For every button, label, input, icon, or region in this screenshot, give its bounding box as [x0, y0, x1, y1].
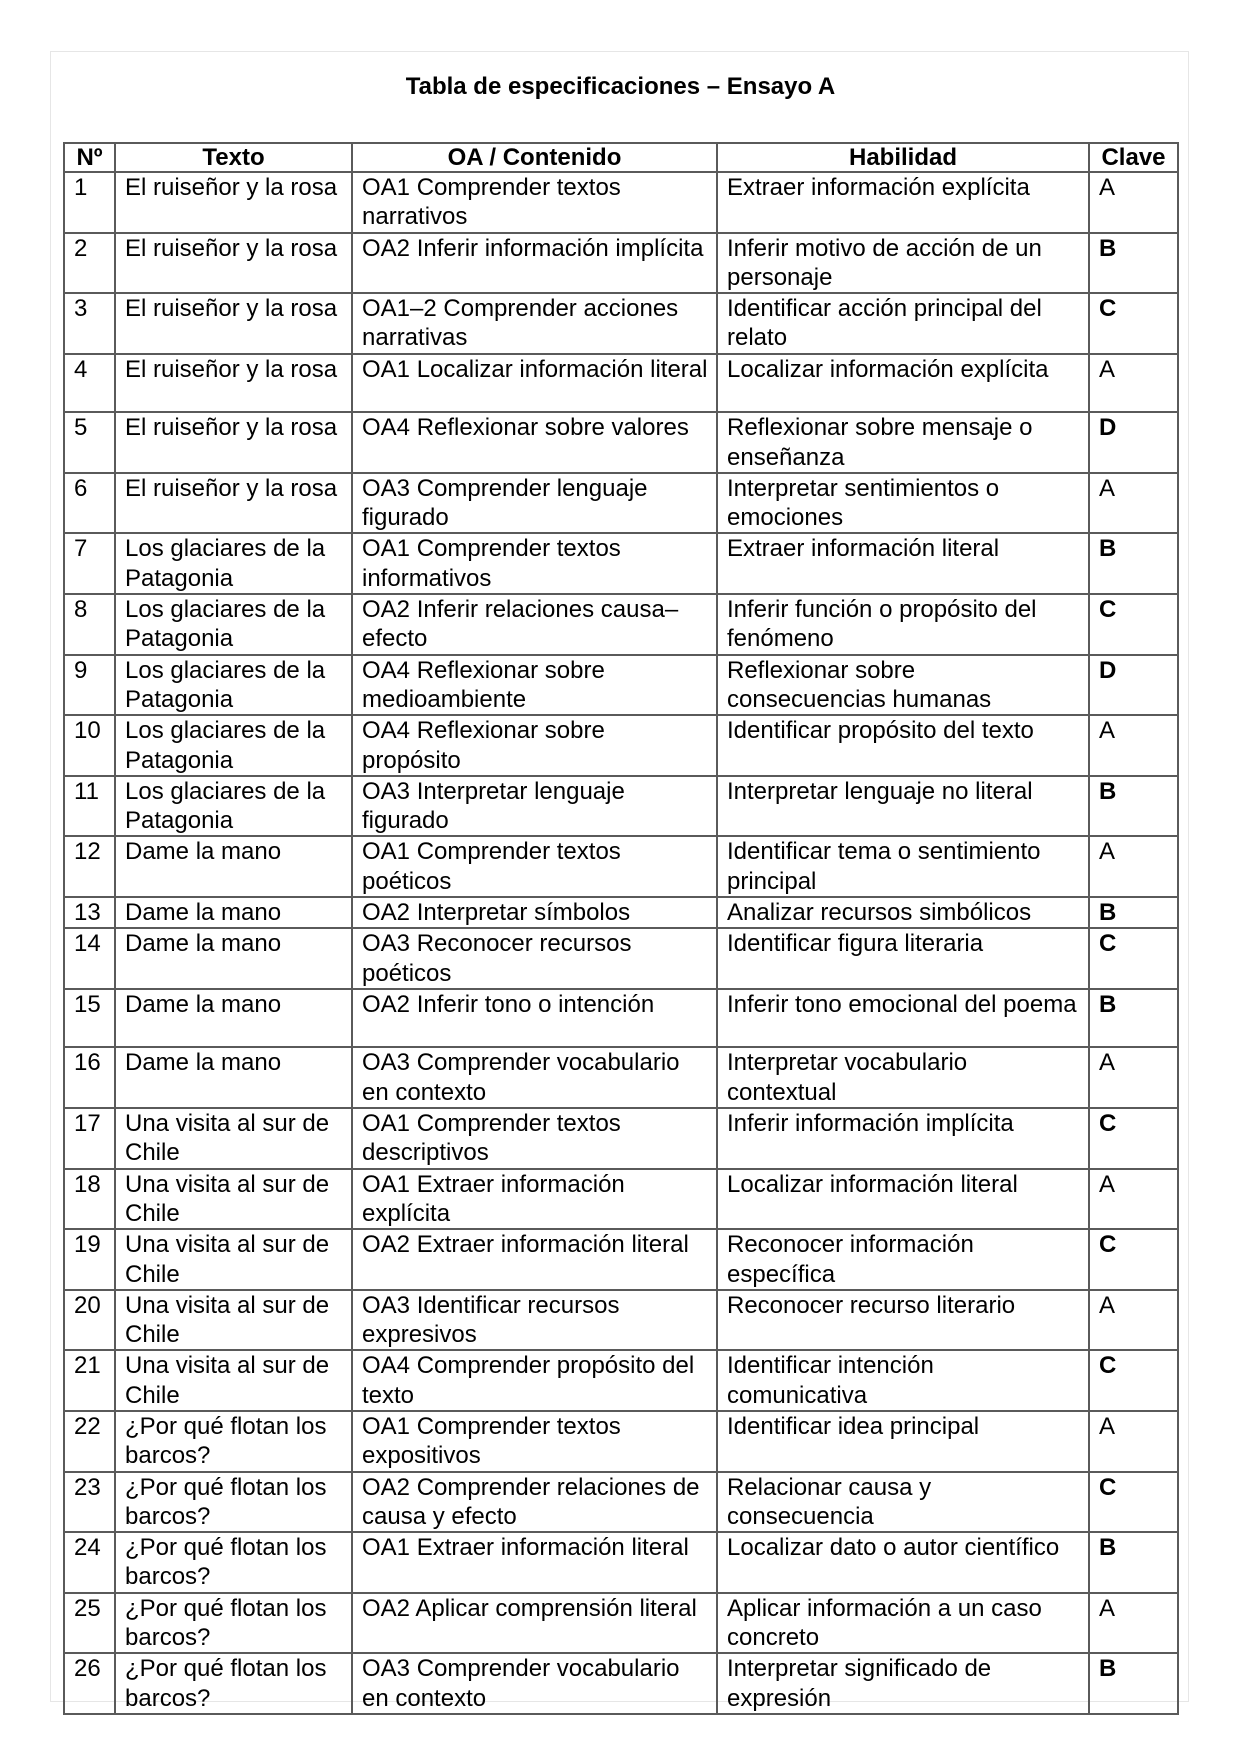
row-habilidad: Identificar propósito del texto: [717, 715, 1089, 776]
specifications-table: [63, 142, 1179, 1715]
row-texto: ¿Por qué flotan los barcos?: [115, 1472, 352, 1533]
document-title: Tabla de especificaciones – Ensayo A: [405, 73, 836, 100]
row-oa-contenido: OA2 Inferir relaciones causa–efecto: [352, 594, 717, 655]
row-number: 12: [64, 836, 115, 897]
table-row: [64, 233, 1178, 294]
row-clave: A: [1089, 1169, 1178, 1230]
table-row: [64, 172, 1178, 233]
table-row: [64, 1290, 1178, 1351]
row-habilidad: Identificar acción principal del relato: [717, 293, 1089, 354]
row-clave: A: [1089, 1047, 1178, 1108]
row-clave: B: [1089, 989, 1178, 1048]
row-habilidad: Interpretar lenguaje no literal: [717, 776, 1089, 837]
row-texto: El ruiseñor y la rosa: [115, 233, 352, 294]
row-texto: El ruiseñor y la rosa: [115, 412, 352, 473]
row-oa-contenido: OA1 Comprender textos narrativos: [352, 172, 717, 233]
table-row: [64, 1350, 1178, 1411]
row-oa-contenido: OA3 Comprender lenguaje figurado: [352, 473, 717, 534]
row-oa-contenido: OA3 Comprender vocabulario en contexto: [352, 1653, 717, 1714]
row-texto: ¿Por qué flotan los barcos?: [115, 1593, 352, 1654]
row-oa-contenido: OA3 Reconocer recursos poéticos: [352, 928, 717, 989]
row-clave: C: [1089, 1472, 1178, 1533]
row-oa-contenido: OA2 Inferir información implícita: [352, 233, 717, 294]
row-number: 14: [64, 928, 115, 989]
row-clave: C: [1089, 1350, 1178, 1411]
row-texto: Una visita al sur de Chile: [115, 1108, 352, 1169]
table-row: [64, 1411, 1178, 1472]
table-row: [64, 594, 1178, 655]
row-oa-contenido: OA1 Comprender textos descriptivos: [352, 1108, 717, 1169]
row-number: 19: [64, 1229, 115, 1290]
row-habilidad: Inferir función o propósito del fenómeno: [717, 594, 1089, 655]
row-number: 24: [64, 1532, 115, 1593]
row-number: 9: [64, 655, 115, 716]
row-oa-contenido: OA4 Reflexionar sobre valores: [352, 412, 717, 473]
row-texto: Los glaciares de la Patagonia: [115, 594, 352, 655]
row-number: 10: [64, 715, 115, 776]
row-clave: C: [1089, 928, 1178, 989]
row-habilidad: Reconocer información específica: [717, 1229, 1089, 1290]
table-header-row: [64, 143, 1178, 172]
row-oa-contenido: OA3 Identificar recursos expresivos: [352, 1290, 717, 1351]
row-habilidad: Aplicar información a un caso concreto: [717, 1593, 1089, 1654]
row-clave: A: [1089, 1290, 1178, 1351]
row-clave: C: [1089, 293, 1178, 354]
row-habilidad: Reflexionar sobre mensaje o enseñanza: [717, 412, 1089, 473]
header-numero: Nº: [64, 143, 115, 172]
row-oa-contenido: OA1 Extraer información literal: [352, 1532, 717, 1593]
row-habilidad: Analizar recursos simbólicos: [717, 897, 1089, 928]
row-habilidad: Interpretar significado de expresión: [717, 1653, 1089, 1714]
row-number: 8: [64, 594, 115, 655]
table-row: [64, 655, 1178, 716]
row-oa-contenido: OA1 Comprender textos expositivos: [352, 1411, 717, 1472]
row-number: 3: [64, 293, 115, 354]
table-row: [64, 836, 1178, 897]
row-habilidad: Inferir información implícita: [717, 1108, 1089, 1169]
table-row: [64, 715, 1178, 776]
row-texto: El ruiseñor y la rosa: [115, 473, 352, 534]
row-habilidad: Inferir motivo de acción de un personaje: [717, 233, 1089, 294]
row-habilidad: Identificar idea principal: [717, 1411, 1089, 1472]
row-habilidad: Extraer información explícita: [717, 172, 1089, 233]
row-clave: B: [1089, 897, 1178, 928]
row-clave: B: [1089, 233, 1178, 294]
row-texto: Dame la mano: [115, 897, 352, 928]
row-texto: Una visita al sur de Chile: [115, 1290, 352, 1351]
row-number: 17: [64, 1108, 115, 1169]
row-number: 5: [64, 412, 115, 473]
table-row: [64, 1229, 1178, 1290]
row-oa-contenido: OA2 Inferir tono o intención: [352, 989, 717, 1048]
row-oa-contenido: OA4 Reflexionar sobre propósito: [352, 715, 717, 776]
table-row: [64, 928, 1178, 989]
row-number: 25: [64, 1593, 115, 1654]
table-row: [64, 989, 1178, 1048]
row-habilidad: Localizar información literal: [717, 1169, 1089, 1230]
row-clave: C: [1089, 594, 1178, 655]
row-number: 11: [64, 776, 115, 837]
row-habilidad: Inferir tono emocional del poema: [717, 989, 1089, 1048]
row-oa-contenido: OA4 Comprender propósito del texto: [352, 1350, 717, 1411]
row-clave: C: [1089, 1108, 1178, 1169]
row-clave: A: [1089, 715, 1178, 776]
row-clave: B: [1089, 1532, 1178, 1593]
table-row: [64, 1108, 1178, 1169]
row-texto: Los glaciares de la Patagonia: [115, 715, 352, 776]
row-clave: A: [1089, 354, 1178, 413]
table-row: [64, 1593, 1178, 1654]
row-texto: Dame la mano: [115, 836, 352, 897]
row-number: 7: [64, 533, 115, 594]
row-habilidad: Identificar tema o sentimiento principal: [717, 836, 1089, 897]
table-row: [64, 1169, 1178, 1230]
row-oa-contenido: OA2 Extraer información literal: [352, 1229, 717, 1290]
row-habilidad: Interpretar sentimientos o emociones: [717, 473, 1089, 534]
row-texto: El ruiseñor y la rosa: [115, 354, 352, 413]
row-habilidad: Relacionar causa y consecuencia: [717, 1472, 1089, 1533]
row-clave: A: [1089, 836, 1178, 897]
row-clave: D: [1089, 412, 1178, 473]
row-oa-contenido: OA2 Aplicar comprensión literal: [352, 1593, 717, 1654]
row-number: 4: [64, 354, 115, 413]
row-texto: Dame la mano: [115, 989, 352, 1048]
row-oa-contenido: OA1 Comprender textos poéticos: [352, 836, 717, 897]
row-habilidad: Localizar dato o autor científico: [717, 1532, 1089, 1593]
row-oa-contenido: OA1 Comprender textos informativos: [352, 533, 717, 594]
row-oa-contenido: OA1 Extraer información explícita: [352, 1169, 717, 1230]
row-number: 23: [64, 1472, 115, 1533]
header-texto: Texto: [115, 143, 352, 172]
row-number: 15: [64, 989, 115, 1048]
row-number: 2: [64, 233, 115, 294]
table-row: [64, 1532, 1178, 1593]
row-number: 26: [64, 1653, 115, 1714]
row-habilidad: Identificar intención comunicativa: [717, 1350, 1089, 1411]
header-clave: Clave: [1089, 143, 1178, 172]
row-clave: B: [1089, 533, 1178, 594]
row-oa-contenido: OA4 Reflexionar sobre medioambiente: [352, 655, 717, 716]
row-number: 6: [64, 473, 115, 534]
row-clave: B: [1089, 1653, 1178, 1714]
row-texto: ¿Por qué flotan los barcos?: [115, 1532, 352, 1593]
row-texto: Dame la mano: [115, 928, 352, 989]
header-oa-contenido: OA / Contenido: [352, 143, 717, 172]
header-habilidad: Habilidad: [717, 143, 1089, 172]
table-body: [64, 172, 1178, 1714]
row-clave: D: [1089, 655, 1178, 716]
row-habilidad: Identificar figura literaria: [717, 928, 1089, 989]
row-clave: A: [1089, 1411, 1178, 1472]
table-row: [64, 293, 1178, 354]
row-habilidad: Reconocer recurso literario: [717, 1290, 1089, 1351]
row-texto: Los glaciares de la Patagonia: [115, 533, 352, 594]
row-number: 16: [64, 1047, 115, 1108]
table-row: [64, 1472, 1178, 1533]
row-number: 18: [64, 1169, 115, 1230]
row-texto: Dame la mano: [115, 1047, 352, 1108]
row-habilidad: Interpretar vocabulario contextual: [717, 1047, 1089, 1108]
row-oa-contenido: OA2 Comprender relaciones de causa y efecto: [352, 1472, 717, 1533]
row-clave: C: [1089, 1229, 1178, 1290]
row-clave: B: [1089, 776, 1178, 837]
row-number: 13: [64, 897, 115, 928]
row-clave: A: [1089, 172, 1178, 233]
row-texto: ¿Por qué flotan los barcos?: [115, 1411, 352, 1472]
row-oa-contenido: OA1 Localizar información literal: [352, 354, 717, 413]
row-habilidad: Reflexionar sobre consecuencias humanas: [717, 655, 1089, 716]
table-row: [64, 897, 1178, 928]
row-texto: ¿Por qué flotan los barcos?: [115, 1653, 352, 1714]
row-texto: Una visita al sur de Chile: [115, 1169, 352, 1230]
row-oa-contenido: OA2 Interpretar símbolos: [352, 897, 717, 928]
table-row: [64, 533, 1178, 594]
row-habilidad: Extraer información literal: [717, 533, 1089, 594]
row-habilidad: Localizar información explícita: [717, 354, 1089, 413]
row-texto: Una visita al sur de Chile: [115, 1350, 352, 1411]
row-number: 20: [64, 1290, 115, 1351]
table-row: [64, 776, 1178, 837]
row-oa-contenido: OA3 Comprender vocabulario en contexto: [352, 1047, 717, 1108]
row-number: 1: [64, 172, 115, 233]
table-row: [64, 1653, 1178, 1714]
row-texto: El ruiseñor y la rosa: [115, 172, 352, 233]
table-row: [64, 412, 1178, 473]
row-number: 21: [64, 1350, 115, 1411]
row-texto: Los glaciares de la Patagonia: [115, 655, 352, 716]
row-texto: Los glaciares de la Patagonia: [115, 776, 352, 837]
row-texto: Una visita al sur de Chile: [115, 1229, 352, 1290]
row-oa-contenido: OA3 Interpretar lenguaje figurado: [352, 776, 717, 837]
row-number: 22: [64, 1411, 115, 1472]
row-clave: A: [1089, 1593, 1178, 1654]
row-clave: A: [1089, 473, 1178, 534]
table-row: [64, 473, 1178, 534]
table-row: [64, 354, 1178, 413]
row-oa-contenido: OA1–2 Comprender acciones narrativas: [352, 293, 717, 354]
table-row: [64, 1047, 1178, 1108]
row-texto: El ruiseñor y la rosa: [115, 293, 352, 354]
